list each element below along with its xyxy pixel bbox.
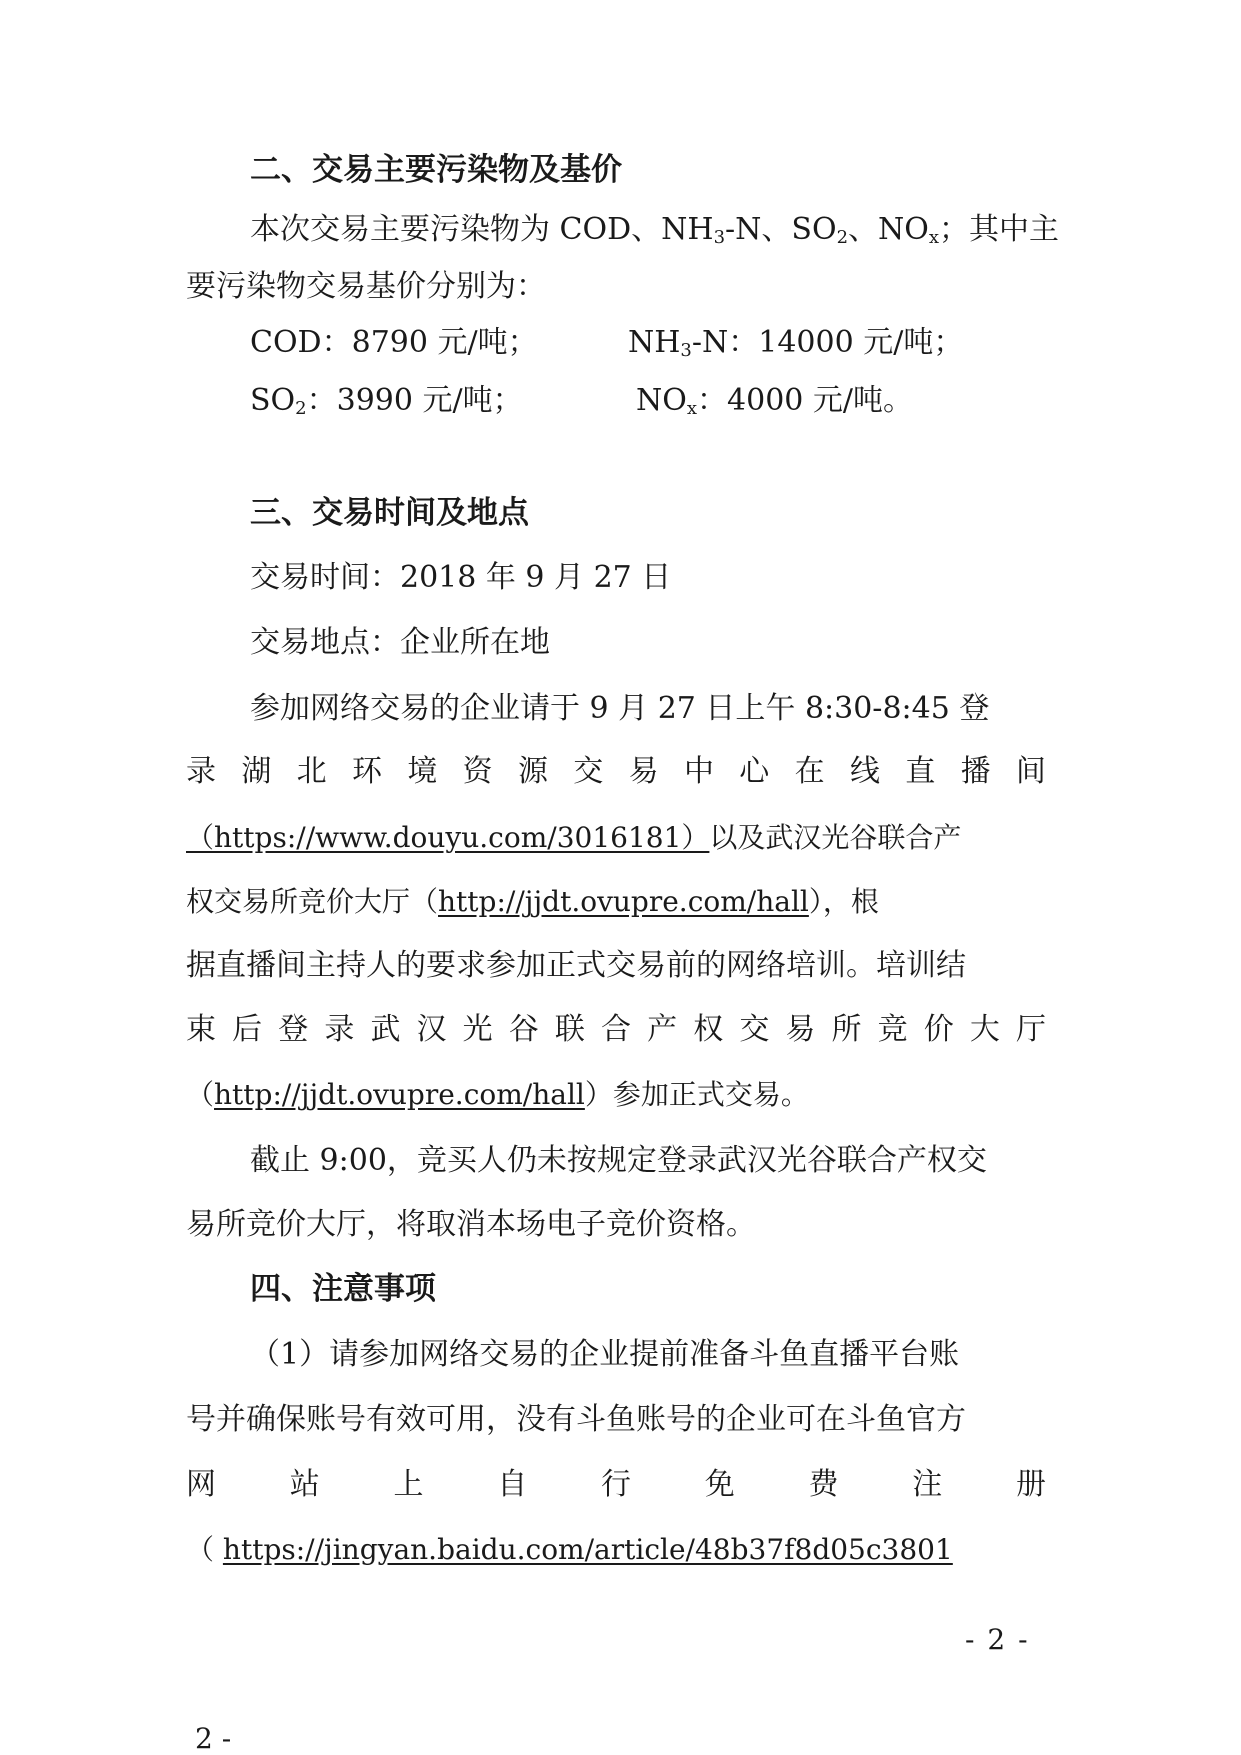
douyu-link[interactable]: （https://www.douyu.com/3016181） xyxy=(186,821,710,854)
trade-time: 交易时间：2018 年 9 月 27 日 xyxy=(250,560,672,595)
hall-link-2[interactable]: http://jjdt.ovupre.com/hall xyxy=(214,1078,585,1111)
deadline-line-1: 截止 9:00，竞买人仍未按规定登录武汉光谷联合产权交 xyxy=(250,1143,987,1178)
section-4-heading: 四、注意事项 xyxy=(250,1271,436,1307)
section-3-heading: 三、交易时间及地点 xyxy=(250,495,529,531)
hall-link[interactable]: http://jjdt.ovupre.com/hall xyxy=(438,885,809,918)
pollutants-intro-line-1: 本次交易主要污染物为 COD、$NH_3-N$、$SO_2$、$NO_x$；其中主 xyxy=(250,212,1060,248)
section-2-heading: 二、交易主要污染物及基价 xyxy=(250,152,622,188)
cod-price: COD：8790 元/吨； xyxy=(250,325,538,360)
online-trade-line-4: 权交易所竞价大厅（http://jjdt.ovupre.com/hall），根 xyxy=(186,885,879,918)
online-trade-line-1: 参加网络交易的企业请于 9 月 27 日上午 8:30-8:45 登 xyxy=(250,691,990,726)
online-trade-line-3: （https://www.douyu.com/3016181）以及武汉光谷联合产 xyxy=(186,821,962,854)
online-trade-line-5: 据直播间主持人的要求参加正式交易前的网络培训。培训结 xyxy=(186,948,966,983)
trade-place: 交易地点：企业所在地 xyxy=(250,625,550,660)
pollutants-intro-line-2: 要污染物交易基价分别为： xyxy=(186,269,546,304)
baidu-jingyan-link[interactable]: https://jingyan.baidu.com/article/48b37f8d05c3801 xyxy=(222,1533,953,1566)
bottom-page-fragment: 2 - xyxy=(195,1722,232,1755)
notice-line-3: 网 站 上 自 行 免 费 注 册 xyxy=(186,1467,1046,1502)
nh3n-price: $NH_3-N$：14000 元/吨； xyxy=(628,325,964,361)
notice-line-1: （1）请参加网络交易的企业提前准备斗鱼直播平台账 xyxy=(250,1337,960,1372)
nox-price: $NO_x$：4000 元/吨。 xyxy=(636,383,914,419)
notice-line-4: （ https://jingyan.baidu.com/article/48b37f8d05c3801 xyxy=(186,1533,953,1566)
online-trade-line-2: 录 湖 北 环 境 资 源 交 易 中 心 在 线 直 播 间 xyxy=(186,754,1046,789)
online-trade-line-7: （http://jjdt.ovupre.com/hall）参加正式交易。 xyxy=(186,1078,809,1111)
online-trade-line-6: 束 后 登 录 武 汉 光 谷 联 合 产 权 交 易 所 竞 价 大 厅 xyxy=(186,1012,1046,1047)
deadline-line-2: 易所竞价大厅，将取消本场电子竞价资格。 xyxy=(186,1207,756,1242)
notice-line-2: 号并确保账号有效可用，没有斗鱼账号的企业可在斗鱼官方 xyxy=(186,1402,966,1437)
so2-price: $SO_2$：3990 元/吨； xyxy=(250,383,523,419)
page-number: - 2 - xyxy=(965,1623,1030,1656)
